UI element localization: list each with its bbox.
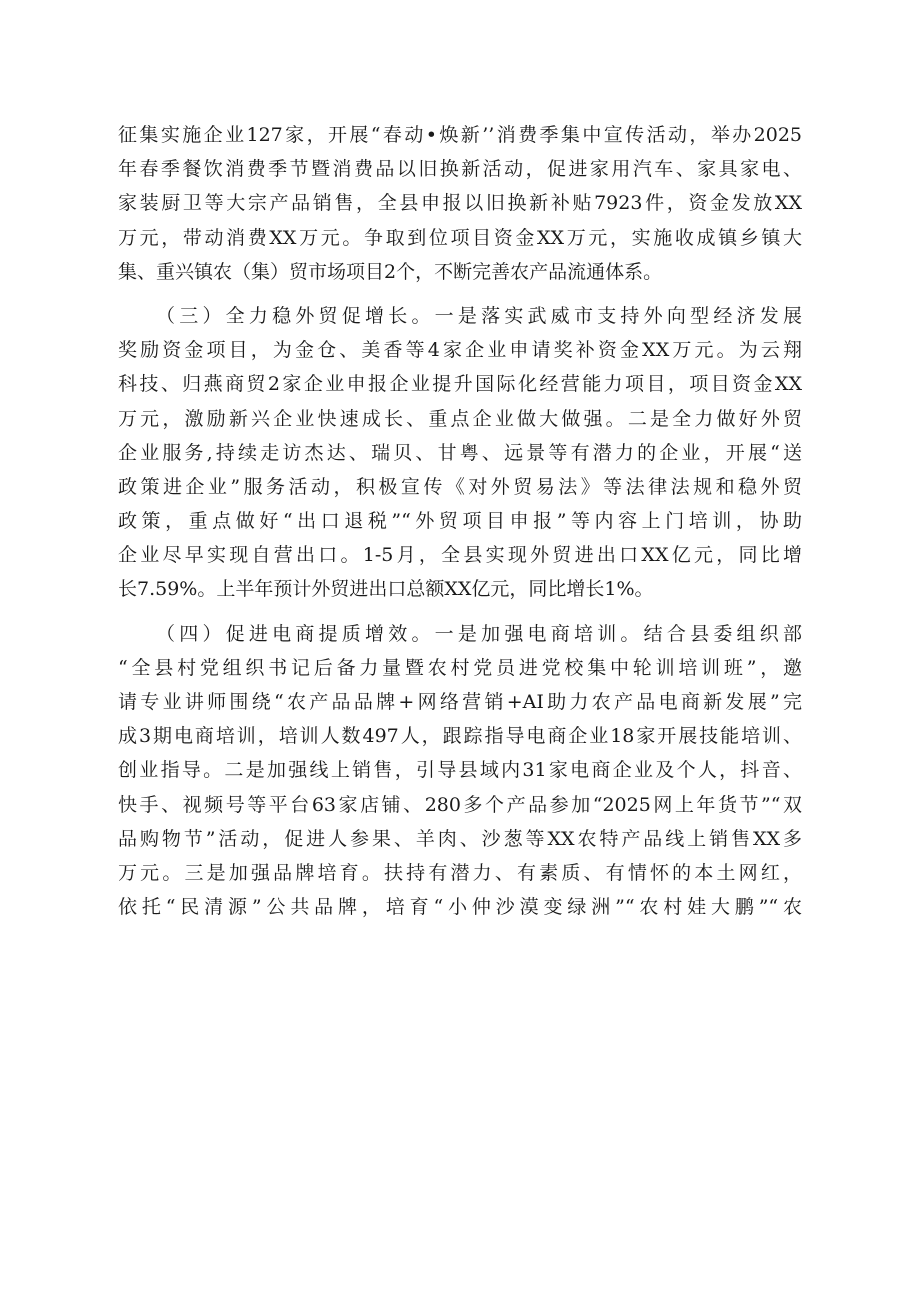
text-line: 成3期电商培训，培训人数497人，跟踪指导电商企业18家开展技能培训、 bbox=[118, 725, 802, 748]
text-line: 万元，激励新兴企业快速成长、重点企业做大做强。二是全力做好外贸 bbox=[118, 407, 802, 430]
text-line: 企业服务,持续走访杰达、瑞贝、甘粤、远景等有潜力的企业，开展“送 bbox=[118, 441, 802, 464]
text-line: 请专业讲师围绕“农产品品牌+网络营销+AI助力农产品电商新发展”完 bbox=[118, 691, 802, 713]
paragraph-ecommerce bbox=[118, 617, 802, 925]
text-line: 万元。三是加强品牌培育。扶持有潜力、有素质、有情怀的本土网红， bbox=[118, 861, 802, 884]
paragraph-foreign-trade bbox=[118, 299, 802, 607]
text-line: 科技、归燕商贸2家企业申报企业提升国际化经营能力项目，项目资金XX bbox=[118, 373, 802, 396]
text-line: 品购物节”活动，促进人参果、羊肉、沙葱等XX农特产品线上销售XX多 bbox=[118, 827, 802, 850]
section-heading-line: （四）促进电商提质增效。一是加强电商培训。结合县委组织部 bbox=[156, 622, 802, 645]
text-line: 企业尽早实现自营出口。1-5月，全县实现外贸进出口XX亿元，同比增 bbox=[118, 544, 802, 567]
text-line: 集、重兴镇农（集）贸市场项目2个，不断完善农产品流通体系。 bbox=[118, 260, 663, 283]
text-line: “全县村党组织书记后备力量暨农村党员进党校集中轮训培训班”，邀 bbox=[118, 656, 802, 679]
text-line: 政策进企业”服务活动，积极宣传《对外贸易法》等法律法规和稳外贸 bbox=[118, 475, 802, 498]
text-line: 奖励资金项目，为金仓、美香等4家企业申请奖补资金XX万元。为云翔 bbox=[118, 339, 802, 362]
text-line: 万元，带动消费XX万元。争取到位项目资金XX万元，实施收成镇乡镇大 bbox=[118, 226, 802, 249]
text-line: 家装厨卫等大宗产品销售，全县申报以旧换新补贴7923件，资金发放XX bbox=[118, 192, 802, 215]
text-line: 征集实施企业127家，开展“春动•焕新’’消费季集中宣传活动，举办2025 bbox=[118, 124, 802, 146]
text-line: 创业指导。二是加强线上销售，引导县域内31家电商企业及个人，抖音、 bbox=[118, 759, 802, 782]
text-line: 依托“民清源”公共品牌，培育“小仲沙漠变绿洲”“农村娃大鹏”“农 bbox=[118, 896, 802, 919]
document-body bbox=[118, 118, 802, 924]
text-line: 长7.59%。上半年预计外贸进出口总额XX亿元，同比增长1%。 bbox=[118, 578, 654, 601]
paragraph-continuation bbox=[118, 118, 802, 289]
text-line: 年春季餐饮消费季节暨消费品以旧换新活动，促进家用汽车、家具家电、 bbox=[118, 158, 802, 181]
section-heading-line: （三）全力稳外贸促增长。一是落实武威市支持外向型经济发展 bbox=[156, 304, 802, 327]
text-line: 政策，重点做好“出口退税”“外贸项目申报”等内容上门培训，协助 bbox=[118, 510, 802, 533]
text-line: 快手、视频号等平台63家店铺、280多个产品参加“2025网上年货节”“双 bbox=[118, 793, 802, 816]
